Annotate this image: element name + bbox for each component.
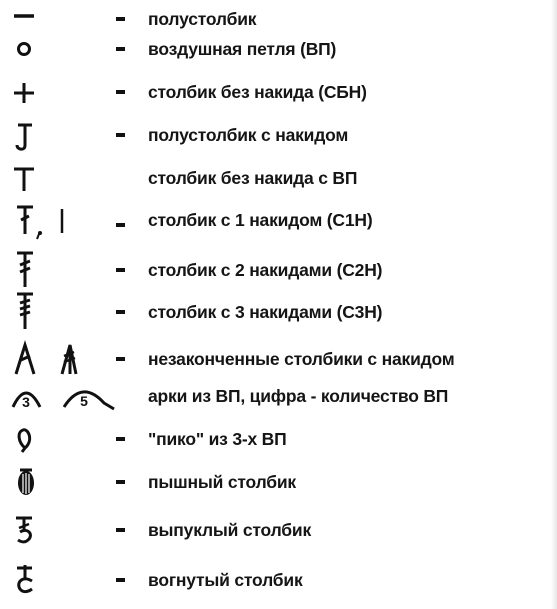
legend-label: полустолбик xyxy=(148,9,257,29)
back-post-stitch-icon xyxy=(10,561,120,601)
legend-row xyxy=(0,293,557,333)
legend-label: полустолбик с накидом xyxy=(148,125,349,145)
separator-dash xyxy=(116,480,125,484)
legend-label: "пико" из 3-х ВП xyxy=(148,429,287,449)
separator-dash xyxy=(116,90,125,94)
legend-row xyxy=(0,340,557,380)
legend-label: арки из ВП, цифра - количество ВП xyxy=(148,386,449,406)
separator-dash xyxy=(116,268,125,272)
legend-label: воздушная петля (ВП) xyxy=(148,39,337,59)
separator-dash xyxy=(116,47,125,51)
separator-dash xyxy=(116,223,125,227)
separator-dash xyxy=(116,357,125,361)
legend-row xyxy=(0,511,557,551)
chain-stitch-icon xyxy=(10,30,120,70)
single-crochet-alt-icon xyxy=(10,159,120,199)
separator-dash xyxy=(116,528,125,532)
separator-dash xyxy=(116,133,125,137)
legend-label: пышный столбик xyxy=(148,472,296,492)
legend-label: столбик с 3 накидами (С3Н) xyxy=(148,302,383,322)
double-crochet-icon xyxy=(10,201,120,241)
scan-edge-shadow xyxy=(551,0,557,609)
treble-crochet-icon xyxy=(10,251,120,291)
chain-arch-icon xyxy=(10,377,120,417)
legend-label: столбик без накида с ВП xyxy=(148,168,358,188)
unfinished-stitches-icon xyxy=(10,340,120,380)
legend-label: столбик с 2 накидами (С2Н) xyxy=(148,260,383,280)
legend-row xyxy=(0,201,557,241)
legend-row xyxy=(0,116,557,156)
legend-row xyxy=(0,377,557,417)
picot-icon xyxy=(10,420,120,460)
arch-number-3: 3 xyxy=(22,394,30,410)
legend-label: столбик без накида (СБН) xyxy=(148,82,367,102)
arch-number-5: 5 xyxy=(80,393,88,409)
legend-row xyxy=(0,561,557,601)
legend-row xyxy=(0,159,557,199)
legend-row xyxy=(0,463,557,503)
legend-row xyxy=(0,73,557,113)
separator-dash xyxy=(116,578,125,582)
legend-row xyxy=(0,420,557,460)
legend-label: выпуклый столбик xyxy=(148,520,311,540)
legend-label: столбик с 1 накидом (С1Н) xyxy=(148,210,373,230)
separator-dash xyxy=(116,17,125,21)
half-double-crochet-icon xyxy=(10,116,120,156)
single-crochet-icon xyxy=(10,73,120,113)
double-treble-crochet-icon xyxy=(10,293,120,333)
front-post-stitch-icon xyxy=(10,511,120,551)
separator-dash xyxy=(116,310,125,314)
legend-row xyxy=(0,30,557,70)
puff-stitch-icon xyxy=(10,463,120,503)
legend-label: незаконченные столбики с накидом xyxy=(148,349,455,369)
separator-dash xyxy=(116,437,125,441)
legend-label: вогнутый столбик xyxy=(148,570,303,590)
legend-row xyxy=(0,251,557,291)
